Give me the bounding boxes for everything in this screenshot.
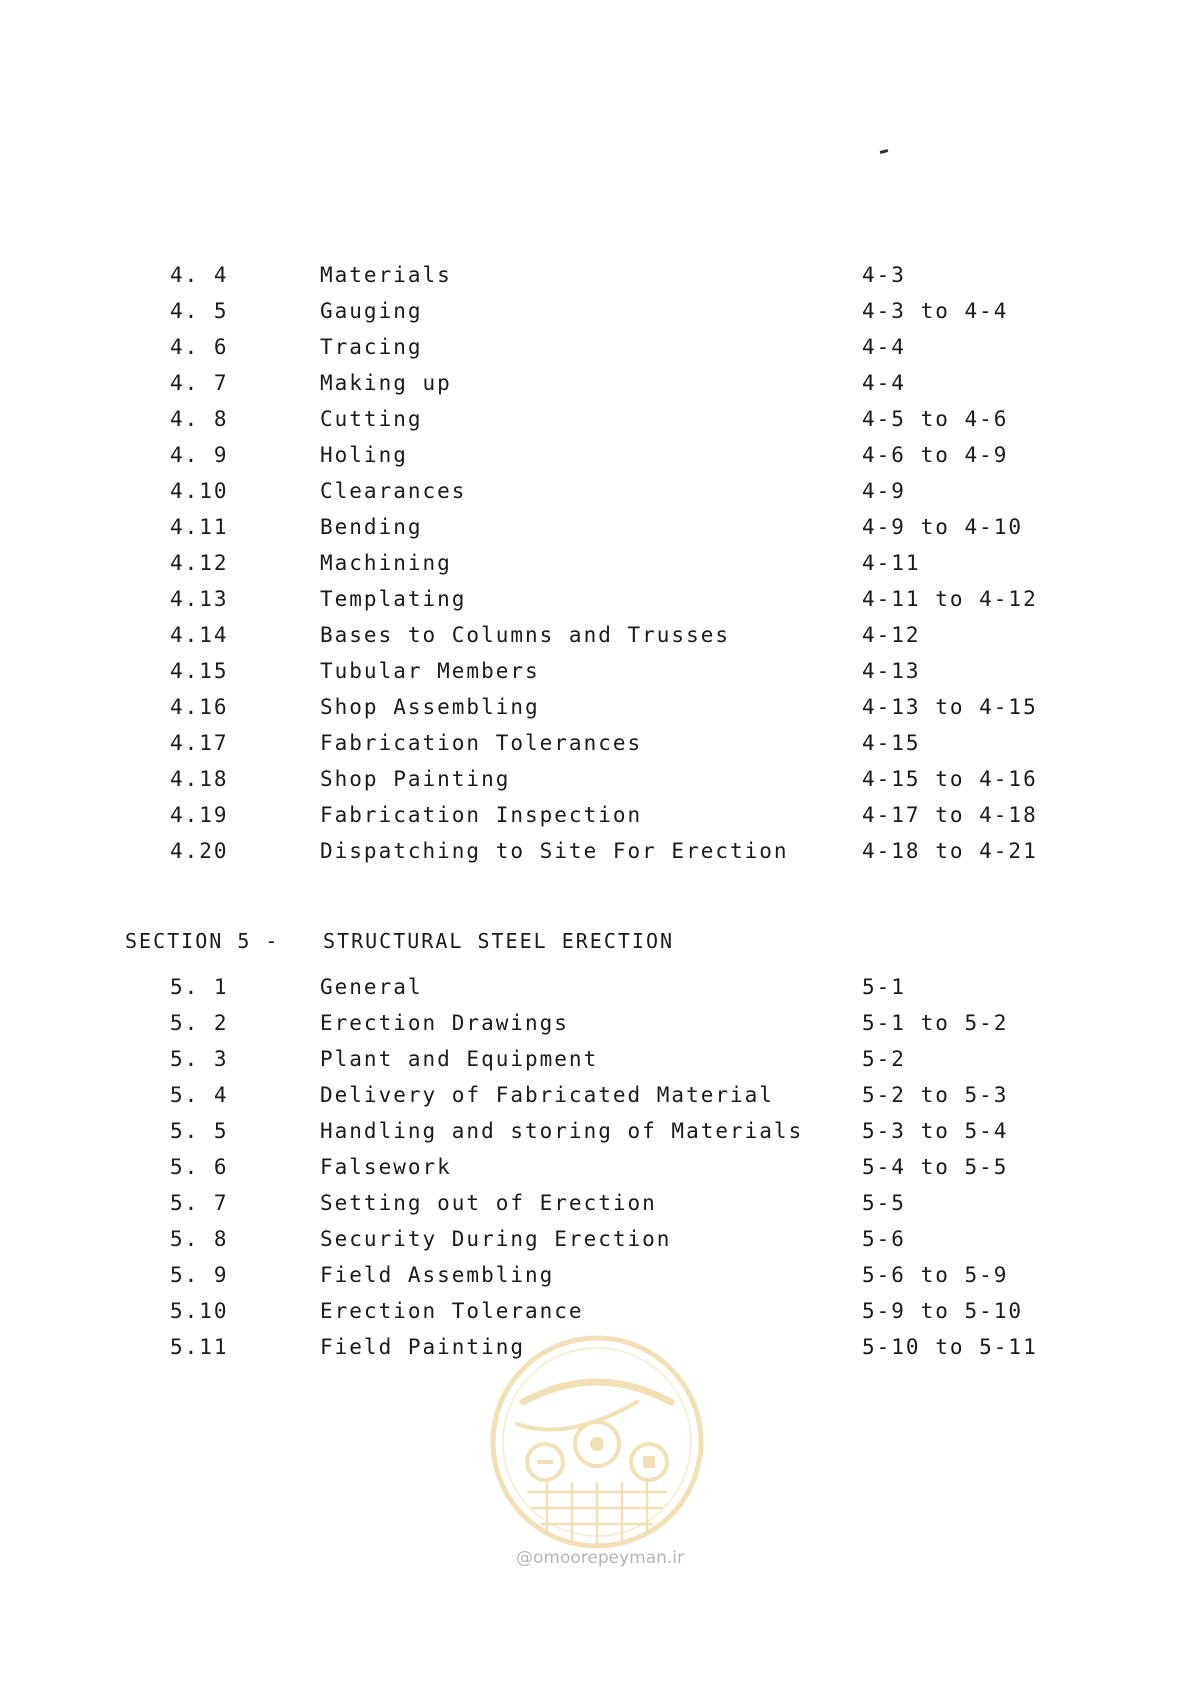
entry-title: Shop Painting [320, 767, 511, 791]
toc-entry [0, 1116, 1191, 1146]
toc-entry [0, 584, 1191, 614]
toc-entry [0, 836, 1191, 866]
entry-title: Machining [320, 551, 452, 575]
entry-pages: 5-1 to 5-2 [862, 1011, 1009, 1035]
entry-pages: 4-13 [862, 659, 921, 683]
entry-pages: 5-6 to 5-9 [862, 1263, 1009, 1287]
toc-entry [0, 800, 1191, 830]
entry-title: Tracing [320, 335, 423, 359]
watermark-caption: @omoorepeyman.ir [515, 1548, 685, 1568]
section-label: SECTION 5 - [125, 929, 280, 953]
entry-number: 4.17 [170, 731, 229, 755]
toc-entry [0, 728, 1191, 758]
entry-number: 5. 8 [170, 1227, 229, 1251]
entry-pages: 5-4 to 5-5 [862, 1155, 1009, 1179]
entry-title: Field Painting [320, 1335, 526, 1359]
entry-pages: 5-1 [862, 975, 906, 999]
entry-pages: 4-4 [862, 371, 906, 395]
entry-number: 5. 1 [170, 975, 229, 999]
entry-title: Gauging [320, 299, 423, 323]
entry-pages: 4-18 to 4-21 [862, 839, 1038, 863]
entry-number: 5.11 [170, 1335, 229, 1359]
entry-pages: 4-5 to 4-6 [862, 407, 1009, 431]
entry-title: Erection Drawings [320, 1011, 569, 1035]
entry-title: Bases to Columns and Trusses [320, 623, 731, 647]
toc-entry [0, 1224, 1191, 1254]
entry-title: Fabrication Tolerances [320, 731, 643, 755]
entry-number: 4.10 [170, 479, 229, 503]
entry-title: Holing [320, 443, 408, 467]
entry-number: 5. 5 [170, 1119, 229, 1143]
entry-title: Delivery of Fabricated Material [320, 1083, 774, 1107]
entry-pages: 5-2 [862, 1047, 906, 1071]
entry-number: 4.11 [170, 515, 229, 539]
toc-entry [0, 260, 1191, 290]
toc-entry [0, 692, 1191, 722]
entry-number: 5. 7 [170, 1191, 229, 1215]
entry-pages: 4-12 [862, 623, 921, 647]
entry-title: Setting out of Erection [320, 1191, 657, 1215]
entry-pages: 4-6 to 4-9 [862, 443, 1009, 467]
entry-title: Falsework [320, 1155, 452, 1179]
entry-number: 4.20 [170, 839, 229, 863]
entry-number: 4. 7 [170, 371, 229, 395]
toc-entry [0, 332, 1191, 362]
entry-title: Tubular Members [320, 659, 540, 683]
entry-pages: 4-15 to 4-16 [862, 767, 1038, 791]
entry-number: 5.10 [170, 1299, 229, 1323]
toc-entry [0, 404, 1191, 434]
entry-title: Materials [320, 263, 452, 287]
entry-number: 4.14 [170, 623, 229, 647]
entry-title: Field Assembling [320, 1263, 555, 1287]
entry-number: 4. 6 [170, 335, 229, 359]
entry-pages: 5-5 [862, 1191, 906, 1215]
entry-number: 4.13 [170, 587, 229, 611]
entry-pages: 4-3 to 4-4 [862, 299, 1009, 323]
stray-mark [880, 149, 889, 154]
entry-number: 5. 6 [170, 1155, 229, 1179]
entry-title: Erection Tolerance [320, 1299, 584, 1323]
section-title: STRUCTURAL STEEL ERECTION [323, 929, 675, 953]
entry-title: Making up [320, 371, 452, 395]
entry-title: General [320, 975, 423, 999]
toc-entry [0, 656, 1191, 686]
toc-entry [0, 972, 1191, 1002]
entry-number: 4.15 [170, 659, 229, 683]
entry-number: 4.16 [170, 695, 229, 719]
entry-pages: 4-15 [862, 731, 921, 755]
toc-entry [0, 512, 1191, 542]
entry-pages: 4-3 [862, 263, 906, 287]
entry-title: Clearances [320, 479, 467, 503]
entry-pages: 5-9 to 5-10 [862, 1299, 1024, 1323]
entry-number: 4.18 [170, 767, 229, 791]
toc-entry [0, 296, 1191, 326]
entry-pages: 5-3 to 5-4 [862, 1119, 1009, 1143]
entry-number: 5. 3 [170, 1047, 229, 1071]
entry-number: 4.12 [170, 551, 229, 575]
toc-entry [0, 1008, 1191, 1038]
entry-number: 4. 9 [170, 443, 229, 467]
toc-entry [0, 1152, 1191, 1182]
entry-title: Plant and Equipment [320, 1047, 599, 1071]
toc-entry [0, 1080, 1191, 1110]
entry-title: Handling and storing of Materials [320, 1119, 804, 1143]
toc-entry [0, 1260, 1191, 1290]
entry-title: Security During Erection [320, 1227, 672, 1251]
entry-pages: 4-11 [862, 551, 921, 575]
entry-pages: 5-6 [862, 1227, 906, 1251]
entry-title: Templating [320, 587, 467, 611]
entry-number: 4. 4 [170, 263, 229, 287]
entry-number: 4. 8 [170, 407, 229, 431]
entry-number: 5. 2 [170, 1011, 229, 1035]
toc-entry [0, 440, 1191, 470]
entry-number: 4.19 [170, 803, 229, 827]
entry-title: Cutting [320, 407, 423, 431]
entry-title: Bending [320, 515, 423, 539]
entry-number: 5. 4 [170, 1083, 229, 1107]
entry-pages: 4-9 to 4-10 [862, 515, 1024, 539]
entry-number: 5. 9 [170, 1263, 229, 1287]
entry-pages: 4-4 [862, 335, 906, 359]
toc-entry [0, 620, 1191, 650]
entry-pages: 5-2 to 5-3 [862, 1083, 1009, 1107]
toc-entry [0, 368, 1191, 398]
toc-entry [0, 1296, 1191, 1326]
entry-title: Dispatching to Site For Erection [320, 839, 789, 863]
entry-pages: 4-13 to 4-15 [862, 695, 1038, 719]
toc-entry [0, 1188, 1191, 1218]
toc-entry [0, 476, 1191, 506]
entry-pages: 4-17 to 4-18 [862, 803, 1038, 827]
toc-entry [0, 548, 1191, 578]
entry-number: 4. 5 [170, 299, 229, 323]
toc-entry [0, 764, 1191, 794]
toc-entry [0, 1044, 1191, 1074]
entry-pages: 4-9 [862, 479, 906, 503]
entry-pages: 4-11 to 4-12 [862, 587, 1038, 611]
entry-title: Fabrication Inspection [320, 803, 643, 827]
entry-pages: 5-10 to 5-11 [862, 1335, 1038, 1359]
watermark-logo-icon [487, 1332, 707, 1552]
entry-title: Shop Assembling [320, 695, 540, 719]
